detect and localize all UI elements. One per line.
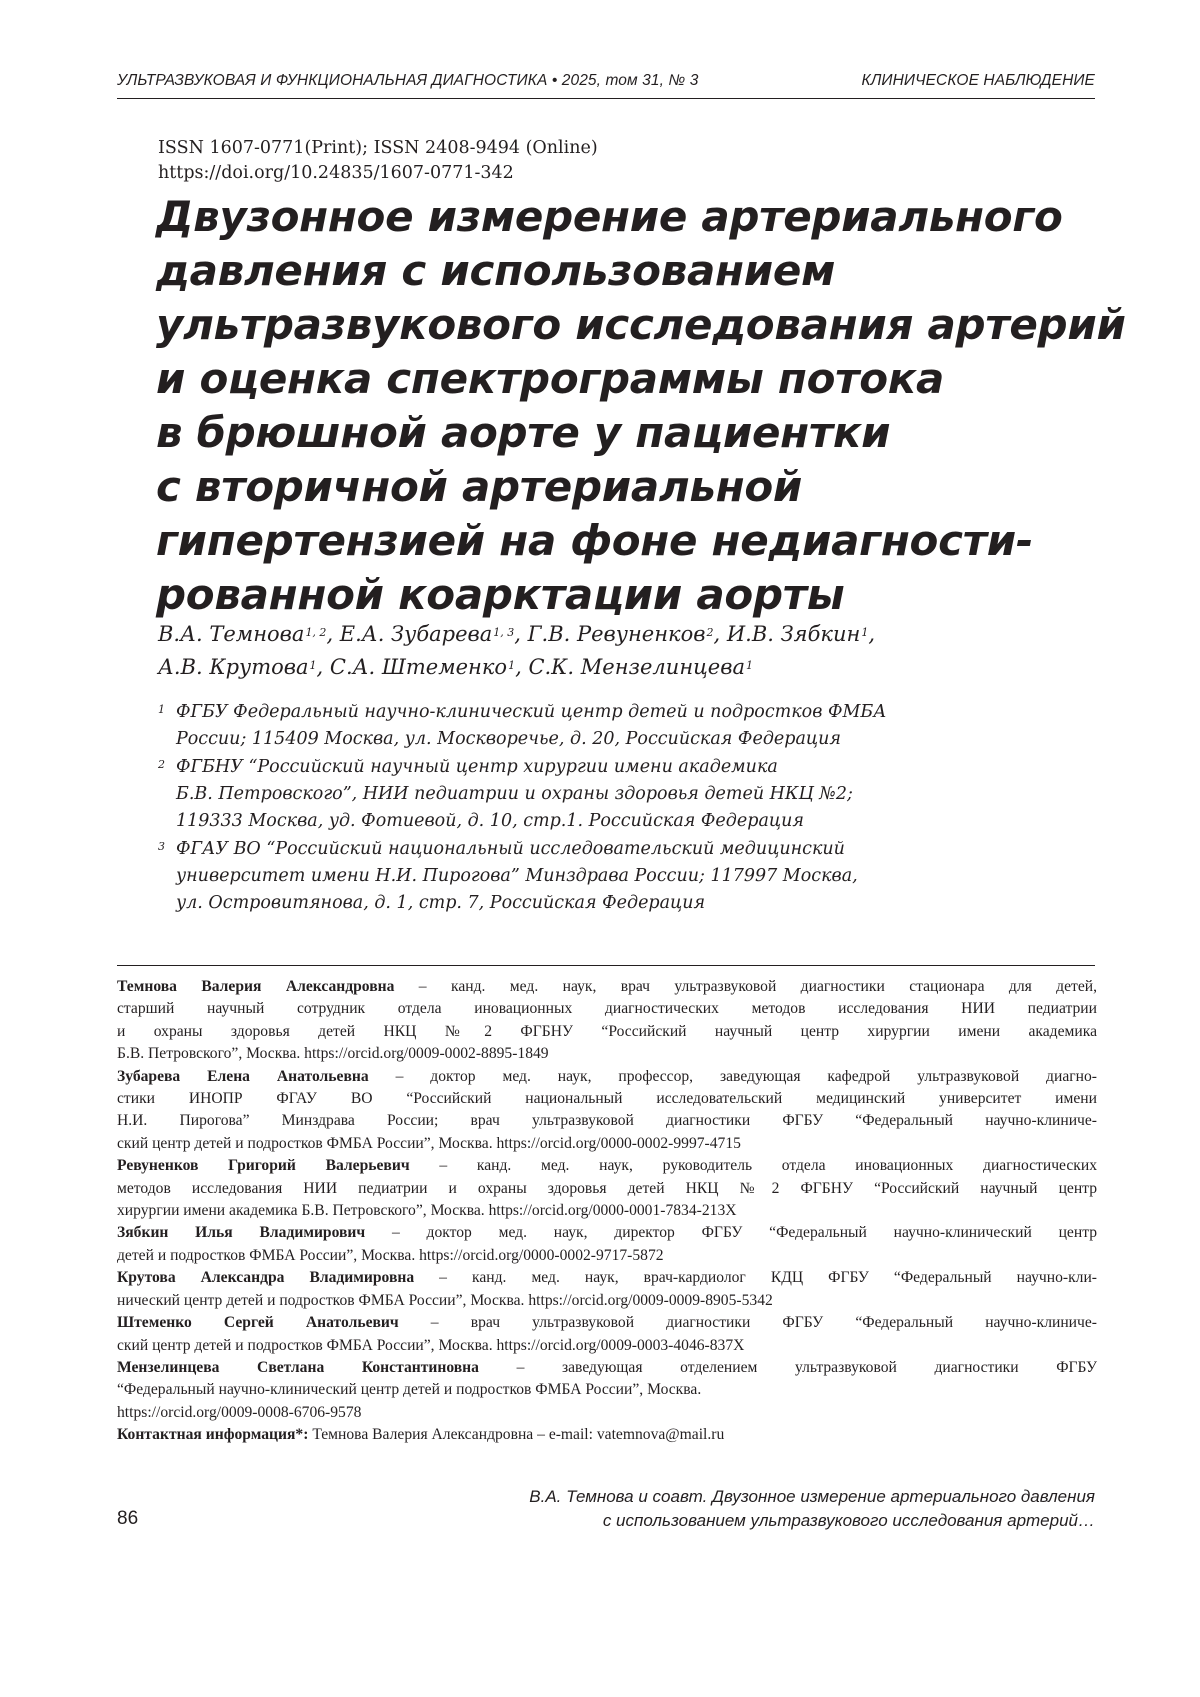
title-line: и оценка спектрограммы потока <box>156 352 1116 406</box>
author-affiliation: 1 <box>861 626 868 639</box>
bio-name: Зябкин Илья Владимирович <box>117 1224 365 1241</box>
affiliation-list <box>158 699 887 918</box>
author-name: С.К. Мензелинцева <box>528 655 745 679</box>
bio-text: – канд. мед. наук, руководитель отдела иновационных диагностических <box>410 1157 1097 1174</box>
title-line: с вторичной артериальной <box>156 460 1116 514</box>
author-affiliation: 1, 3 <box>493 626 514 639</box>
section-divider <box>117 965 1095 966</box>
affiliation <box>158 754 887 835</box>
bio-line: методов исследования НИИ педиатрии и охраны здоровья детей НКЦ №2 ФГБНУ “Российский научный центр <box>117 1178 1097 1200</box>
bio-entry <box>117 1312 1097 1357</box>
bio-line: https://orcid.org/0009-0008-6706-9578 <box>117 1402 1097 1424</box>
bio-entry <box>117 976 1097 1066</box>
author-name: С.А. Штеменко <box>330 655 507 679</box>
author-affiliation: 1 <box>508 659 515 672</box>
running-footer <box>529 1485 1095 1533</box>
title-line: рованной коарктации аорты <box>156 568 1116 622</box>
bio-line: хирургии имени академика Б.В. Петровского”, Москва. https://orcid.org/0000-0001-7834-213X <box>117 1200 1097 1222</box>
title-line: в брюшной аорте у пациентки <box>156 406 1116 460</box>
affiliation <box>158 699 887 753</box>
affiliation-line: университет имени Н.И. Пирогова” Минздрава России; 117997 Москва, <box>176 863 887 890</box>
bio-line: “Федеральный научно-клинический центр детей и подростков ФМБА России”, Москва. <box>117 1379 1097 1401</box>
bio-line: ский центр детей и подростков ФМБА России”, Москва. https://orcid.org/0009-0003-4046-837X <box>117 1335 1097 1357</box>
bio-line: ский центр детей и подростков ФМБА России”, Москва. https://orcid.org/0000-0002-9997-4715 <box>117 1133 1097 1155</box>
bio-line <box>117 976 1097 998</box>
affiliation-number: 2 <box>158 751 165 778</box>
affiliation-line: 119333 Москва, уд. Фотиевой, д. 10, стр.1. Российская Федерация <box>176 808 887 835</box>
bio-entry <box>117 1155 1097 1222</box>
bio-text: – заведующая отделением ультразвуковой диагностики ФГБУ <box>479 1359 1097 1376</box>
affiliation-line: Б.В. Петровского”, НИИ педиатрии и охраны здоровья детей НКЦ №2; <box>176 781 887 808</box>
bio-text: – канд. мед. наук, врач ультразвуковой диагностики стационара для детей, <box>394 978 1097 995</box>
author-name: Е.А. Зубарева <box>340 622 492 646</box>
author-affiliation: 1 <box>746 659 753 672</box>
footer-ref-line: В.А. Темнова и соавт. Двузонное измерение артериального давления <box>529 1485 1095 1509</box>
affiliation-number: 1 <box>158 696 165 723</box>
title-line: Двузонное измерение артериального <box>156 190 1116 244</box>
bio-name: Крутова Александра Владимировна <box>117 1269 414 1286</box>
author-line <box>158 651 875 684</box>
separator: , <box>514 622 527 646</box>
bio-line <box>117 1357 1097 1379</box>
article-title <box>156 190 1116 622</box>
affiliation-line: ул. Островитянова, д. 1, стр. 7, Российская Федерация <box>176 890 887 917</box>
bio-line <box>117 1066 1097 1088</box>
title-line: гипертензией на фоне недиагности- <box>156 514 1116 568</box>
affiliation-line: ФГАУ ВО “Российский национальный исследовательский медицинский <box>176 836 887 863</box>
bio-entry <box>117 1066 1097 1156</box>
author-affiliation: 1 <box>310 659 317 672</box>
contact-info <box>117 1424 1097 1446</box>
title-line: давления с использованием <box>156 244 1116 298</box>
separator: , <box>713 622 726 646</box>
bio-line: стики ИНОПР ФГАУ ВО “Российский национальный исследовательский медицинский университет имени <box>117 1088 1097 1110</box>
bio-line: и охраны здоровья детей НКЦ №2 ФГБНУ “Российский научный центр хирургии имени академика <box>117 1021 1097 1043</box>
bio-text: – врач ультразвуковой диагностики ФГБУ “Федеральный научно-клиниче- <box>399 1314 1097 1331</box>
bio-entry <box>117 1357 1097 1424</box>
author-name: В.А. Темнова <box>158 622 304 646</box>
title-line: ультразвукового исследования артерий <box>156 298 1116 352</box>
issn: ISSN 1607-0771(Print); ISSN 2408-9494 (Online) <box>158 136 598 161</box>
separator: , <box>317 655 330 679</box>
bio-text: – доктор мед. наук, профессор, заведующая кафедрой ультразвуковой диагно- <box>369 1068 1097 1085</box>
running-head <box>117 68 1095 99</box>
author-line <box>158 618 875 651</box>
contact-label: Контактная информация*: <box>117 1426 308 1443</box>
affiliation-line: ФГБУ Федеральный научно-клинический центр детей и подростков ФМБА <box>176 699 887 726</box>
bio-line: Б.В. Петровского”, Москва. https://orcid.org/0009-0002-8895-1849 <box>117 1043 1097 1065</box>
author-name: А.В. Крутова <box>158 655 309 679</box>
bio-name: Мензелинцева Светлана Константиновна <box>117 1359 479 1376</box>
bio-name: Зубарева Елена Анатольевна <box>117 1068 369 1085</box>
bio-name: Темнова Валерия Александровна <box>117 978 394 995</box>
bio-line: старший научный сотрудник отдела иновационных диагностических методов исследования НИИ педиатрии <box>117 998 1097 1020</box>
affiliation-number: 3 <box>158 833 165 860</box>
bio-line: Н.И. Пирогова” Минздрава России; врач ультразвуковой диагностики ФГБУ “Федеральный научно-клиниче- <box>117 1110 1097 1132</box>
bio-name: Ревуненков Григорий Валерьевич <box>117 1157 410 1174</box>
bio-line <box>117 1155 1097 1177</box>
author-bios <box>117 976 1097 1447</box>
affiliation-line: России; 115409 Москва, ул. Москворечье, д. 20, Российская Федерация <box>176 726 887 753</box>
identifiers <box>158 136 598 186</box>
author-list <box>158 618 875 684</box>
author-affiliation: 2 <box>706 626 713 639</box>
author-name: Г.В. Ревуненков <box>528 622 706 646</box>
bio-text: – канд. мед. наук, врач-кардиолог КДЦ ФГБУ “Федеральный научно-кли- <box>414 1269 1097 1286</box>
bio-line: детей и подростков ФМБА России”, Москва. https://orcid.org/0000-0002-9717-5872 <box>117 1245 1097 1267</box>
author-name: И.В. Зябкин <box>727 622 860 646</box>
separator: , <box>868 622 875 646</box>
separator: , <box>515 655 528 679</box>
journal-title: УЛЬТРАЗВУКОВАЯ И ФУНКЦИОНАЛЬНАЯ ДИАГНОСТИКА • 2025, том 31, № 3 <box>117 72 698 90</box>
bio-line: нический центр детей и подростков ФМБА России”, Москва. https://orcid.org/0009-0009-8905-5342 <box>117 1290 1097 1312</box>
bio-name: Штеменко Сергей Анатольевич <box>117 1314 399 1331</box>
bio-line <box>117 1267 1097 1289</box>
affiliation <box>158 836 887 917</box>
doi-link[interactable]: https://doi.org/10.24835/1607-0771-342 <box>158 161 598 186</box>
page-number: 86 <box>117 1508 138 1530</box>
section-label: КЛИНИЧЕСКОЕ НАБЛЮДЕНИЕ <box>861 72 1095 90</box>
bio-entry <box>117 1267 1097 1312</box>
affiliation-line: ФГБНУ “Российский научный центр хирургии имени академика <box>176 754 887 781</box>
author-affiliation: 1, 2 <box>305 626 326 639</box>
bio-entry <box>117 1222 1097 1267</box>
contact-text: Темнова Валерия Александровна – e-mail: vatemnova@mail.ru <box>308 1426 724 1443</box>
bio-line <box>117 1222 1097 1244</box>
bio-text: – доктор мед. наук, директор ФГБУ “Федеральный научно-клинический центр <box>365 1224 1097 1241</box>
footer-ref-line: с использованием ультразвукового исследования артерий… <box>529 1509 1095 1533</box>
separator: , <box>326 622 339 646</box>
bio-line <box>117 1312 1097 1334</box>
